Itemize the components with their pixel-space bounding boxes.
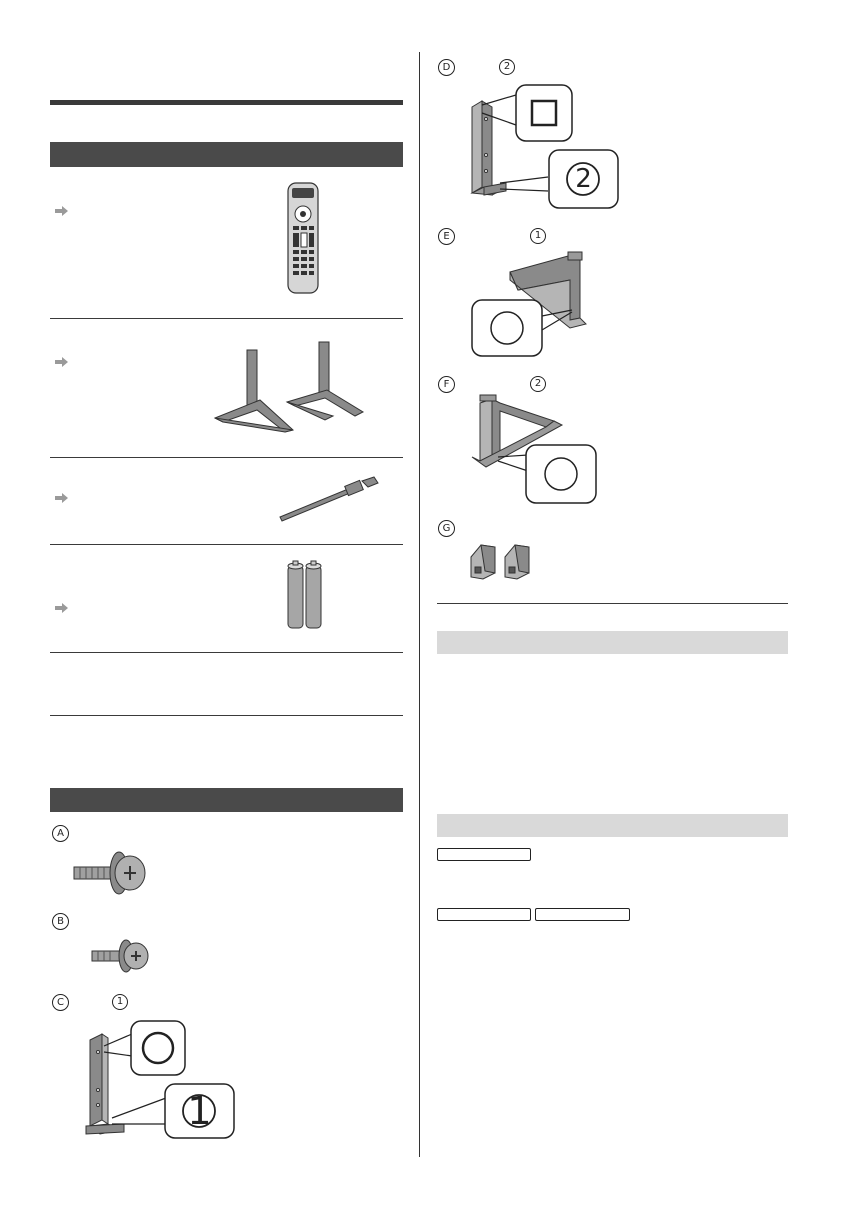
- accessories-section-bar: [50, 142, 403, 167]
- cable-tie-icon: [278, 473, 382, 523]
- screw-a-icon: [72, 850, 147, 896]
- batteries-icon: [286, 560, 324, 630]
- stand-pedestals-icon: [215, 340, 365, 435]
- part-e-label: E: [438, 228, 455, 245]
- model-tag: [437, 848, 531, 861]
- arrow-icon: [55, 493, 69, 503]
- arrow-icon: [55, 357, 69, 367]
- part-f-label: F: [438, 376, 455, 393]
- part-e-number: 1: [530, 228, 546, 244]
- part-d-label: D: [438, 59, 455, 76]
- callout-number-c: 1: [187, 1089, 212, 1133]
- page-top-rule: [50, 100, 403, 105]
- divider: [50, 652, 403, 653]
- divider: [437, 603, 788, 604]
- models-section-bar: [437, 814, 788, 837]
- divider: [50, 544, 403, 545]
- model-tag: [437, 908, 531, 921]
- arrow-icon: [55, 206, 69, 216]
- divider: [50, 457, 403, 458]
- cover-g-icon: [469, 543, 533, 581]
- column-divider: [419, 52, 420, 1157]
- remote-control-icon: [287, 182, 319, 294]
- notes-section-bar: [437, 631, 788, 654]
- part-c-label: C: [52, 994, 69, 1011]
- part-b-label: B: [52, 913, 69, 930]
- screw-b-icon: [90, 938, 160, 974]
- callout-number-d: 2: [575, 164, 592, 194]
- part-g-label: G: [438, 520, 455, 537]
- part-a-label: A: [52, 825, 69, 842]
- divider: [50, 715, 403, 716]
- part-d-number: 2: [499, 59, 515, 75]
- base-f-icon: [470, 395, 598, 505]
- base-e-icon: [470, 250, 590, 358]
- model-tag: [535, 908, 630, 921]
- callout-number-c-ring: [181, 1093, 217, 1129]
- part-c-number: 1: [112, 994, 128, 1010]
- arrow-icon: [55, 603, 69, 613]
- part-f-number: 2: [530, 376, 546, 392]
- parts-section-bar: [50, 788, 403, 812]
- divider: [50, 318, 403, 319]
